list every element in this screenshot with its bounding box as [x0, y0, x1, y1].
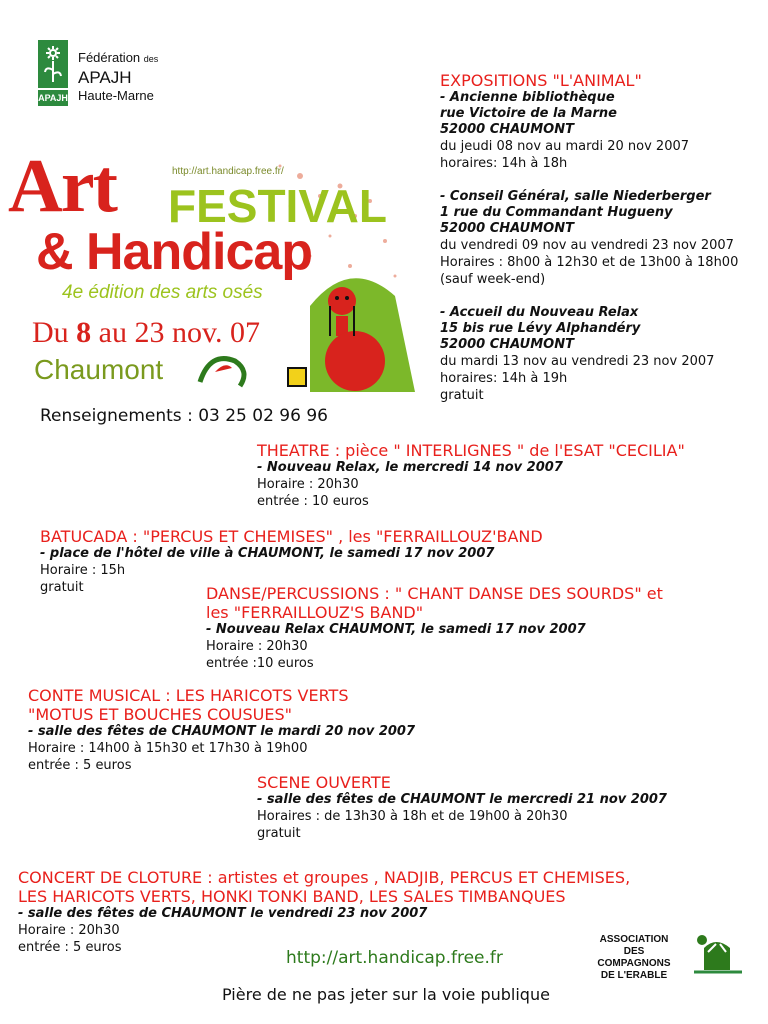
section-title: THEATRE : pièce " INTERLIGNES " de l'ESAT "CECILIA": [257, 441, 685, 460]
conte-section: [28, 686, 415, 774]
event-hours: Horaires : de 13h30 à 18h et de 19h00 à 20h30: [257, 809, 568, 824]
section-title: CONCERT DE CLOTURE : artistes et groupes , NADJIB, PERCUS ET CHEMISES,: [18, 868, 631, 887]
event-price: entrée : 5 euros: [28, 758, 132, 773]
venue-block: - Ancienne bibliothèque rue Victoire de la Marne 52000 CHAUMONT du jeudi 08 nov au mardi 20 nov 2007 horaires: 14h à 18h: [440, 90, 690, 171]
apajh-tag: APAJH: [38, 90, 68, 106]
concert-section: [18, 868, 630, 956]
section-title: EXPOSITIONS "L'ANIMAL": [440, 71, 642, 90]
federation-name: Fédération des APAJH Haute-Marne: [78, 50, 159, 103]
event-hours: Horaire : 14h00 à 15h30 et 17h30 à 19h00: [28, 741, 308, 756]
poster-art: Art: [8, 146, 116, 228]
association-logo-text: ASSOCIATION DES COMPAGNONS DE L'ERABLE: [597, 934, 671, 981]
event-hours: Horaire : 15h: [40, 563, 126, 578]
event-hours: Horaire : 20h30: [18, 923, 120, 938]
poster-dates: Du 8 au 23 nov. 07: [32, 316, 261, 349]
poster-handicap: & Handicap: [36, 223, 313, 281]
section-title: SCENE OUVERTE: [257, 773, 391, 792]
festival-poster: [0, 146, 420, 392]
event-place: - place de l'hôtel de ville à CHAUMONT, le samedi 17 nov 2007: [40, 546, 495, 561]
event-hours: Horaire : 20h30: [206, 639, 308, 654]
poster-city: Chaumont: [34, 354, 164, 385]
poster-festival: FESTIVAL: [168, 180, 387, 232]
event-place: - Nouveau Relax CHAUMONT, le samedi 17 nov 2007: [206, 622, 586, 637]
footer-notice: Pière de ne pas jeter sur la voie publique: [222, 985, 550, 1004]
section-title: CONTE MUSICAL : LES HARICOTS VERTS: [28, 686, 349, 705]
website-link[interactable]: http://art.handicap.free.fr: [286, 948, 503, 968]
poster-edition: 4e édition des arts osés: [62, 282, 263, 303]
apajh-logo: [38, 40, 68, 106]
section-title-2: les "FERRAILLOUZ'S BAND": [206, 603, 424, 622]
theatre-section: [257, 441, 685, 510]
erable-leaf-icon: [690, 926, 746, 976]
event-price: entrée : 5 euros: [18, 940, 122, 955]
scene-section: [257, 773, 667, 842]
section-title-2: LES HARICOTS VERTS, HONKI TONKI BAND, LES SALES TIMBANQUES: [18, 887, 566, 906]
event-place: - salle des fêtes de CHAUMONT le mardi 20 nov 2007: [28, 724, 416, 739]
event-place: - salle des fêtes de CHAUMONT le mercredi 21 nov 2007: [257, 792, 667, 807]
event-price: gratuit: [40, 580, 84, 595]
event-price: entrée :10 euros: [206, 656, 314, 671]
event-price: entrée : 10 euros: [257, 494, 369, 509]
event-place: - salle des fêtes de CHAUMONT le vendredi 23 nov 2007: [18, 906, 428, 921]
flower-icon: [41, 44, 65, 84]
danse-section: [206, 584, 663, 672]
expositions-section: [440, 71, 738, 404]
renseignements-phone: Renseignements : 03 25 02 96 96: [40, 406, 328, 426]
venue-block: - Conseil Général, salle Niederberger 1 rue du Commandant Hugueny 52000 CHAUMONT du vendredi 09 nov au vendredi 23 nov 2007 Horaires : 8h00 à 12h30 et de 13h00 à 18h00 (sauf week-end): [440, 189, 739, 287]
section-title: DANSE/PERCUSSIONS : " CHANT DANSE DES SOURDS" et: [206, 584, 663, 603]
section-title-2: "MOTUS ET BOUCHES COUSUES": [28, 705, 292, 724]
event-hours: Horaire : 20h30: [257, 477, 359, 492]
poster-url: http://art.handicap.free.fr/: [172, 166, 284, 177]
event-price: gratuit: [257, 826, 301, 841]
event-place: - Nouveau Relax, le mercredi 14 nov 2007: [257, 460, 563, 475]
section-title: BATUCADA : "PERCUS ET CHEMISES" , les "FERRAILLOUZ'BAND: [40, 527, 543, 546]
venue-block: - Accueil du Nouveau Relax 15 bis rue Lévy Alphandéry 52000 CHAUMONT du mardi 13 nov au vendredi 23 nov 2007 horaires: 14h à 19h gratuit: [440, 305, 715, 403]
